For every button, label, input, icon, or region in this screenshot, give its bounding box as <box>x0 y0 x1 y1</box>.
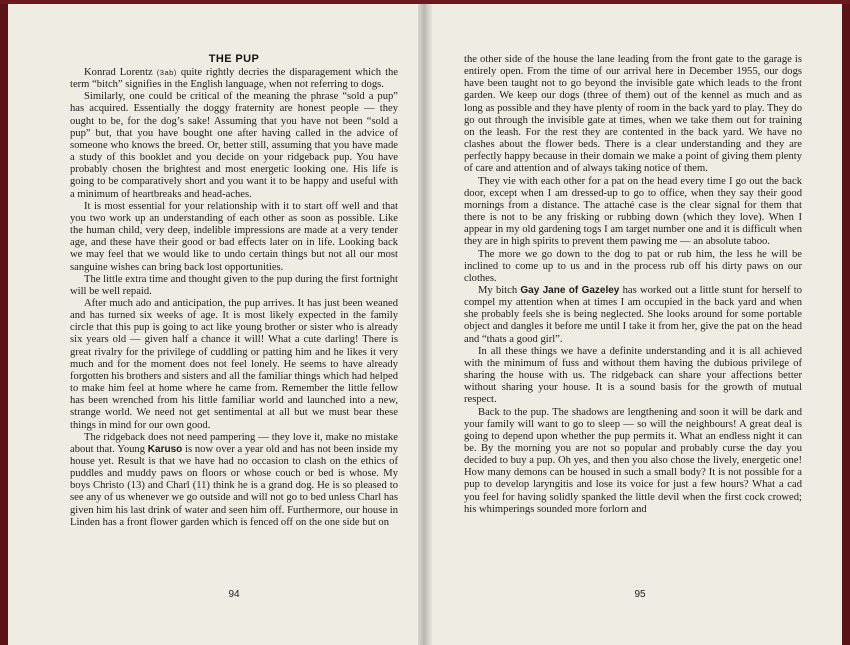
paragraph: It is most essential for your relationship with it to start off well and that you two work up an understanding of each other as soon as possible. Like the human child, very deep, indelible impressions are made at a very tender age, and these have their good or bad effects later on in life. Looking back we may feel that we would like to undo certain things but not all our most sanguine wishes can bring back lost opportunities. <box>70 200 398 273</box>
paragraph <box>464 285 802 346</box>
left-page-text <box>70 67 398 529</box>
book-spread <box>8 4 842 645</box>
paragraph-text: has worked out a little stunt for herself to compel my attention when at times I am occupied in the back yard and when she probably feels she is being neglected. She looks around for some portable object and dangles it before me until I take it from her, give the pat on the head and “thats a good girl”. <box>464 284 802 345</box>
paragraph-text: quite rightly decries the disparagement which the term “bitch” signifies in the English language, when not referring to dogs. <box>70 67 399 91</box>
paragraph: They vie with each other for a pat on the head every time I go out the back door, except when I am dressed-up to go to office, when they say their good mornings from a distance. The attaché case is the clear signal for them that there is not to be any frisking or rubbing down (which they love). When I appear in my old gardening togs I am target number one and it is difficult when they are in high spirits to prevent them pawing me — an absolute taboo. <box>464 175 802 248</box>
paragraph: After much ado and anticipation, the pup arrives. It has just been weaned and has turned six weeks of age. It is most likely expected in the family circle that this pup is going to act like young brother or sister who is already six years old — given half a chance it will! What a cute darling! There is great rivalry for the privilege of cuddling or patting him and he likes it very much and for the moment does not feel lonely. He seems to have already forgotten his brothers and sisters and all the familiar things which had helped to make him feel at home where he came from. Remember the little fellow has been wrenched from his little familiar world and launched into a new, strange world. We need not get sentimental at all but we must bear these things in mind for our own good. <box>70 297 398 431</box>
paragraph: The more we go down to the dog to pat or rub him, the less he will be inclined to come up to us and in the process rub off his dirty paws on our clothes. <box>464 248 802 284</box>
right-page <box>432 4 842 645</box>
dog-name: Gay Jane of Gazeley <box>520 284 620 296</box>
paragraph-text: The ridgeback does not need pampering — they love it, make no mistake about that. Young <box>70 431 398 455</box>
page-number: 94 <box>228 589 240 600</box>
paragraph-text: Konrad Lorentz <box>84 67 153 78</box>
dog-name: Karuso <box>147 443 183 455</box>
paragraph <box>70 67 398 91</box>
paragraph-text: is now over a year old and has not been inside my house yet. Result is that we have had no occasion to clash on the ethics of puddles and muddy paws on floors or whose couch or bed is whose. My boys Christo (13) and Charl (11) think he is a grand dog. He is so pleased to see any of us whenever we go outside and will not go to bed unless Charl has given him his last drink of water and seen him off. Furthermore, our house in Linden has a front flower garden which is fenced off on the one side but on <box>70 443 398 528</box>
paragraph: Back to the pup. The shadows are lengthening and soon it will be dark and your family will want to go to sleep — so will the neighbours! A great deal is going to depend upon whether the pup permits it. What an endless night it can be. By the morning you are not so popular and probably curse the day you decided to buy a pup. Oh yes, and then you also chose the lively, energetic one! How many demons can be housed in such a small body? It is not possible for a pup to develop laryngitis and lose its voice for just a few hours? What a cad you feel for having solidly spanked the little devil when the first cock crowed; his whimperings sounded more forlorn and <box>464 406 802 515</box>
book-gutter <box>418 4 432 645</box>
paragraph-text: My bitch <box>478 284 521 296</box>
paragraph: In all these things we have a definite understanding and it is all achieved with the minimum of fuss and without them having the dubious privilege of sharing the house with us. The ridgeback can share your affections better without sharing your house. It is a sound basis for the growth of mutual respect. <box>464 345 802 406</box>
paragraph <box>70 432 398 529</box>
chapter-title: THE PUP <box>208 53 260 65</box>
left-page <box>8 4 418 645</box>
right-page-text <box>464 54 802 516</box>
page-number: 95 <box>634 589 646 600</box>
paragraph: the other side of the house the lane leading from the front gate to the garage is entirely open. From the time of our arrival here in December 1955, our dogs have been taught not to go beyond the invisible gate which leads to the front garden. We keep our dogs (three of them) out of the kennel as much and as long as possible and they have plenty of room in the back yard to play. They do go out through the invisible gate at times, when we take them out for training on the leash. For the rest they are contented in the back yard. We have no clashes about the flower beds. There is a clear understanding and they are perfectly happy because in their domain we make a point of giving them plenty of care and attention and of always taking notice of them. <box>464 54 802 175</box>
paragraph: Similarly, one could be critical of the meaning the phrase “sold a pup” has acquired. Essentially the doggy fraternity are honest people — they ought to be, for the dog’s sake! Assuming that you have not been “sold a pup” but, that you have bought one after having called in the advice of someone who knows the breed. Or, better still, assuming that you have made a study of this booklet and you decide on your ridgeback pup. You have probably chosen the brightest and most energetic looking one. His life is going to be comparatively short and you want it to be happy and useful with a minimum of heartbreaks and head-aches. <box>70 91 398 200</box>
reference-mark: (3ab) <box>156 68 177 77</box>
paragraph: The little extra time and thought given to the pup during the first fortnight will be well repaid. <box>70 273 398 297</box>
